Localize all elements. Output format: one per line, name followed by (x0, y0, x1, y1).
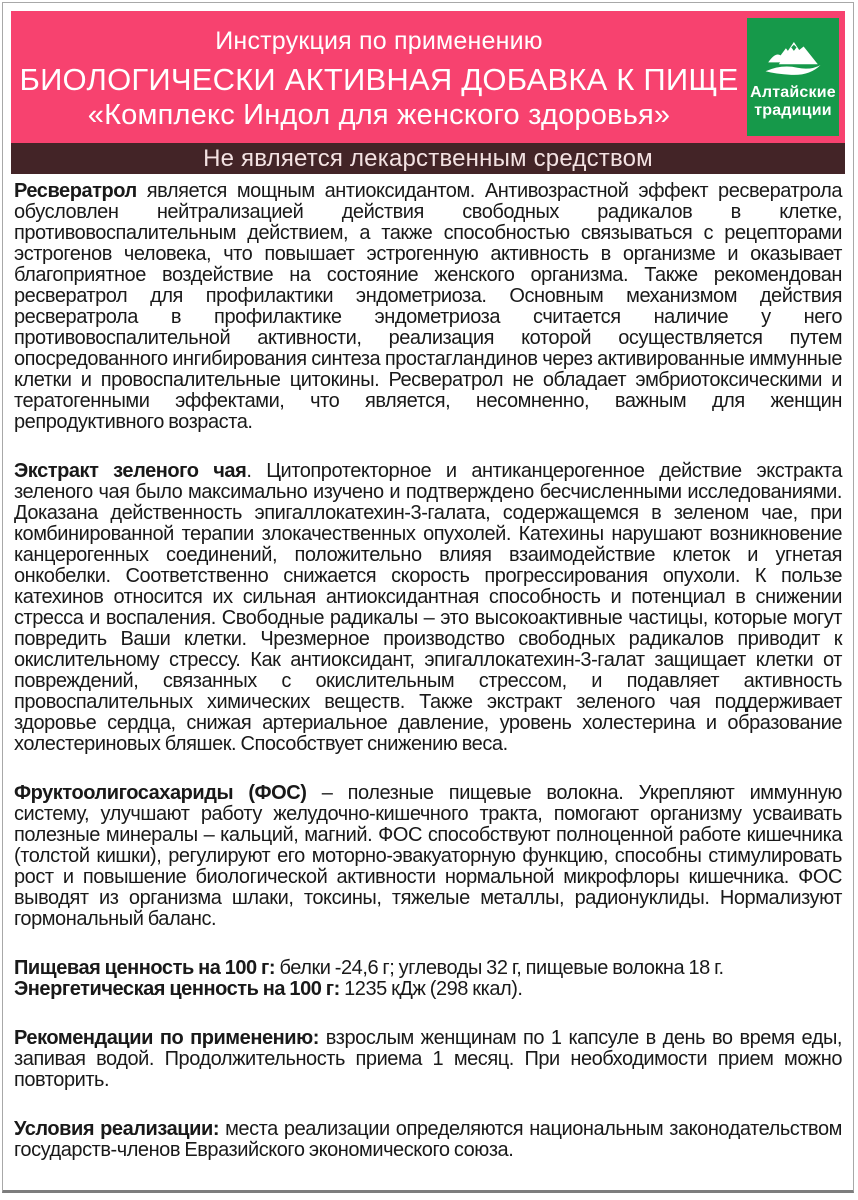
paragraph-text: является мощным антиоксидантом. Антивозрастной эффект ресвератрола обусловлен нейтрализацией действия свободных радикалов в клетке, противовоспалительным действием, а также способностью связываться с рецепторами эстрогенов человека, что повышает эстрогенную активность в организме и оказывает благоприятное воздействие на состояние женского организма. Также рекомендован ресвератрол для профилактики эндометриоза. Основным механизмом действия ресвератрола в профилактике эндометриоза считается наличие у него противовоспалительной активности, реализация которой осуществляется путем опосредованного ингибирования синтеза простагландинов через активированные иммунные клетки и провоспалительные цитокины. Ресвератрол не обладает эмбриотоксическими и тератогенными эффектами, что является, несомненно, важным для женщин репродуктивного возраста. (14, 180, 842, 433)
paragraph-lead: Фруктоолигосахариды (ФОС) (14, 782, 307, 804)
paragraph-lead: Рекомендации по применению: (14, 1027, 319, 1049)
paragraph-lead: Пищевая ценность на 100 г: (14, 957, 276, 979)
brand-logo (747, 18, 839, 136)
content-area (3, 174, 853, 1161)
brand-name-line1: Алтайские (750, 84, 836, 101)
brand-name-line2: традиции (754, 102, 832, 119)
paragraph-lead: Энергетическая ценность на 100 г: (14, 978, 340, 1000)
paragraph-text: взрослым женщинам по 1 капсуле в день во время еды, запивая водой. Продолжительность приема 1 месяц. При необходимости прием можно повторить. (14, 1027, 842, 1091)
paragraph-text: 1235 кДж (298 ккал). (339, 978, 523, 1000)
product-name: «Комплекс Индол для женского здоровья» (87, 99, 671, 131)
header-subtitle: Инструкция по применению (215, 27, 543, 55)
paragraph-fos (14, 783, 842, 930)
paragraph-lead: Экстракт зеленого чая (14, 460, 247, 482)
energy-value-line (14, 979, 842, 1000)
paragraph-green-tea (14, 461, 842, 755)
paragraph-lead: Ресвератрол (14, 180, 137, 202)
paragraph-text: места реализации определяются национальным законодательством государств-членов Евразийского экономического союза. (14, 1118, 842, 1161)
paragraph-recommendations (14, 1028, 842, 1091)
page-frame (2, 2, 854, 1193)
paragraph-lead: Условия реализации: (14, 1118, 220, 1140)
paragraph-text: . Цитопротекторное и антиканцерогенное действие экстракта зеленого чая было максимально изучено и подтверждено бесчисленными исследованиями. Доказана действенность эпигаллокатехин-3-галата, содержащемся в зеленом чае, при комбинированной терапии злокачественных опухолей. Катехины нарушают возникновение канцерогенных соединений, положительно влияя взаимодействие клеток и угнетая онкобелки. Соответственно снижается скорость прогрессирования опухоли. К пользе катехинов относится их сильная антиоксидантная способность и потенциал в снижении стресса и воспаления. Свободные радикалы – это высокоактивные частицы, которые могут повредить Ваши клетки. Чрезмерное производство свободных радикалов приводит к окислительному стрессу. Как антиоксидант, эпигаллокатехин-3-галат защищает клетки от повреждений, связанных с окислительным стрессом, и подавляет активность провоспалительных химических веществ. Также экстракт зеленого чая поддерживает здоровье сердца, снижая артериальное давление, уровень холестерина и образование холестериновых бляшек. Способствует снижению веса. (14, 460, 843, 755)
nutrition-block (14, 958, 842, 1000)
header-title-block (11, 11, 747, 143)
paragraph-text: белки -24,6 г; углеводы 32 г, пищевые волокна 18 г. (275, 957, 724, 979)
header-title: БИОЛОГИЧЕСКИ АКТИВНАЯ ДОБАВКА К ПИЩЕ (19, 62, 739, 97)
nutrition-value-line (14, 958, 842, 979)
paragraph-resveratrol (14, 181, 842, 433)
paragraph-sale-conditions (14, 1119, 842, 1161)
paragraph-text: – полезные пищевые волокна. Укрепляют иммунную систему, улучшают работу желудочно-кишечного тракта, помогают организму усваивать полезные минералы – кальций, магний. ФОС способствуют полноценной работе кишечника (толстой кишки), регулируют его моторно-эвакуаторную функцию, способны стимулировать рост и повышение биологической активности нормальной микрофлоры кишечника. ФОС выводят из организма шлаки, токсины, тяжелые металлы, радионуклиды. Нормализуют гормональный баланс. (14, 782, 842, 930)
mountains-icon (762, 34, 824, 82)
disclaimer-bar: Не является лекарственным средством (11, 143, 845, 174)
header-banner (11, 11, 845, 143)
